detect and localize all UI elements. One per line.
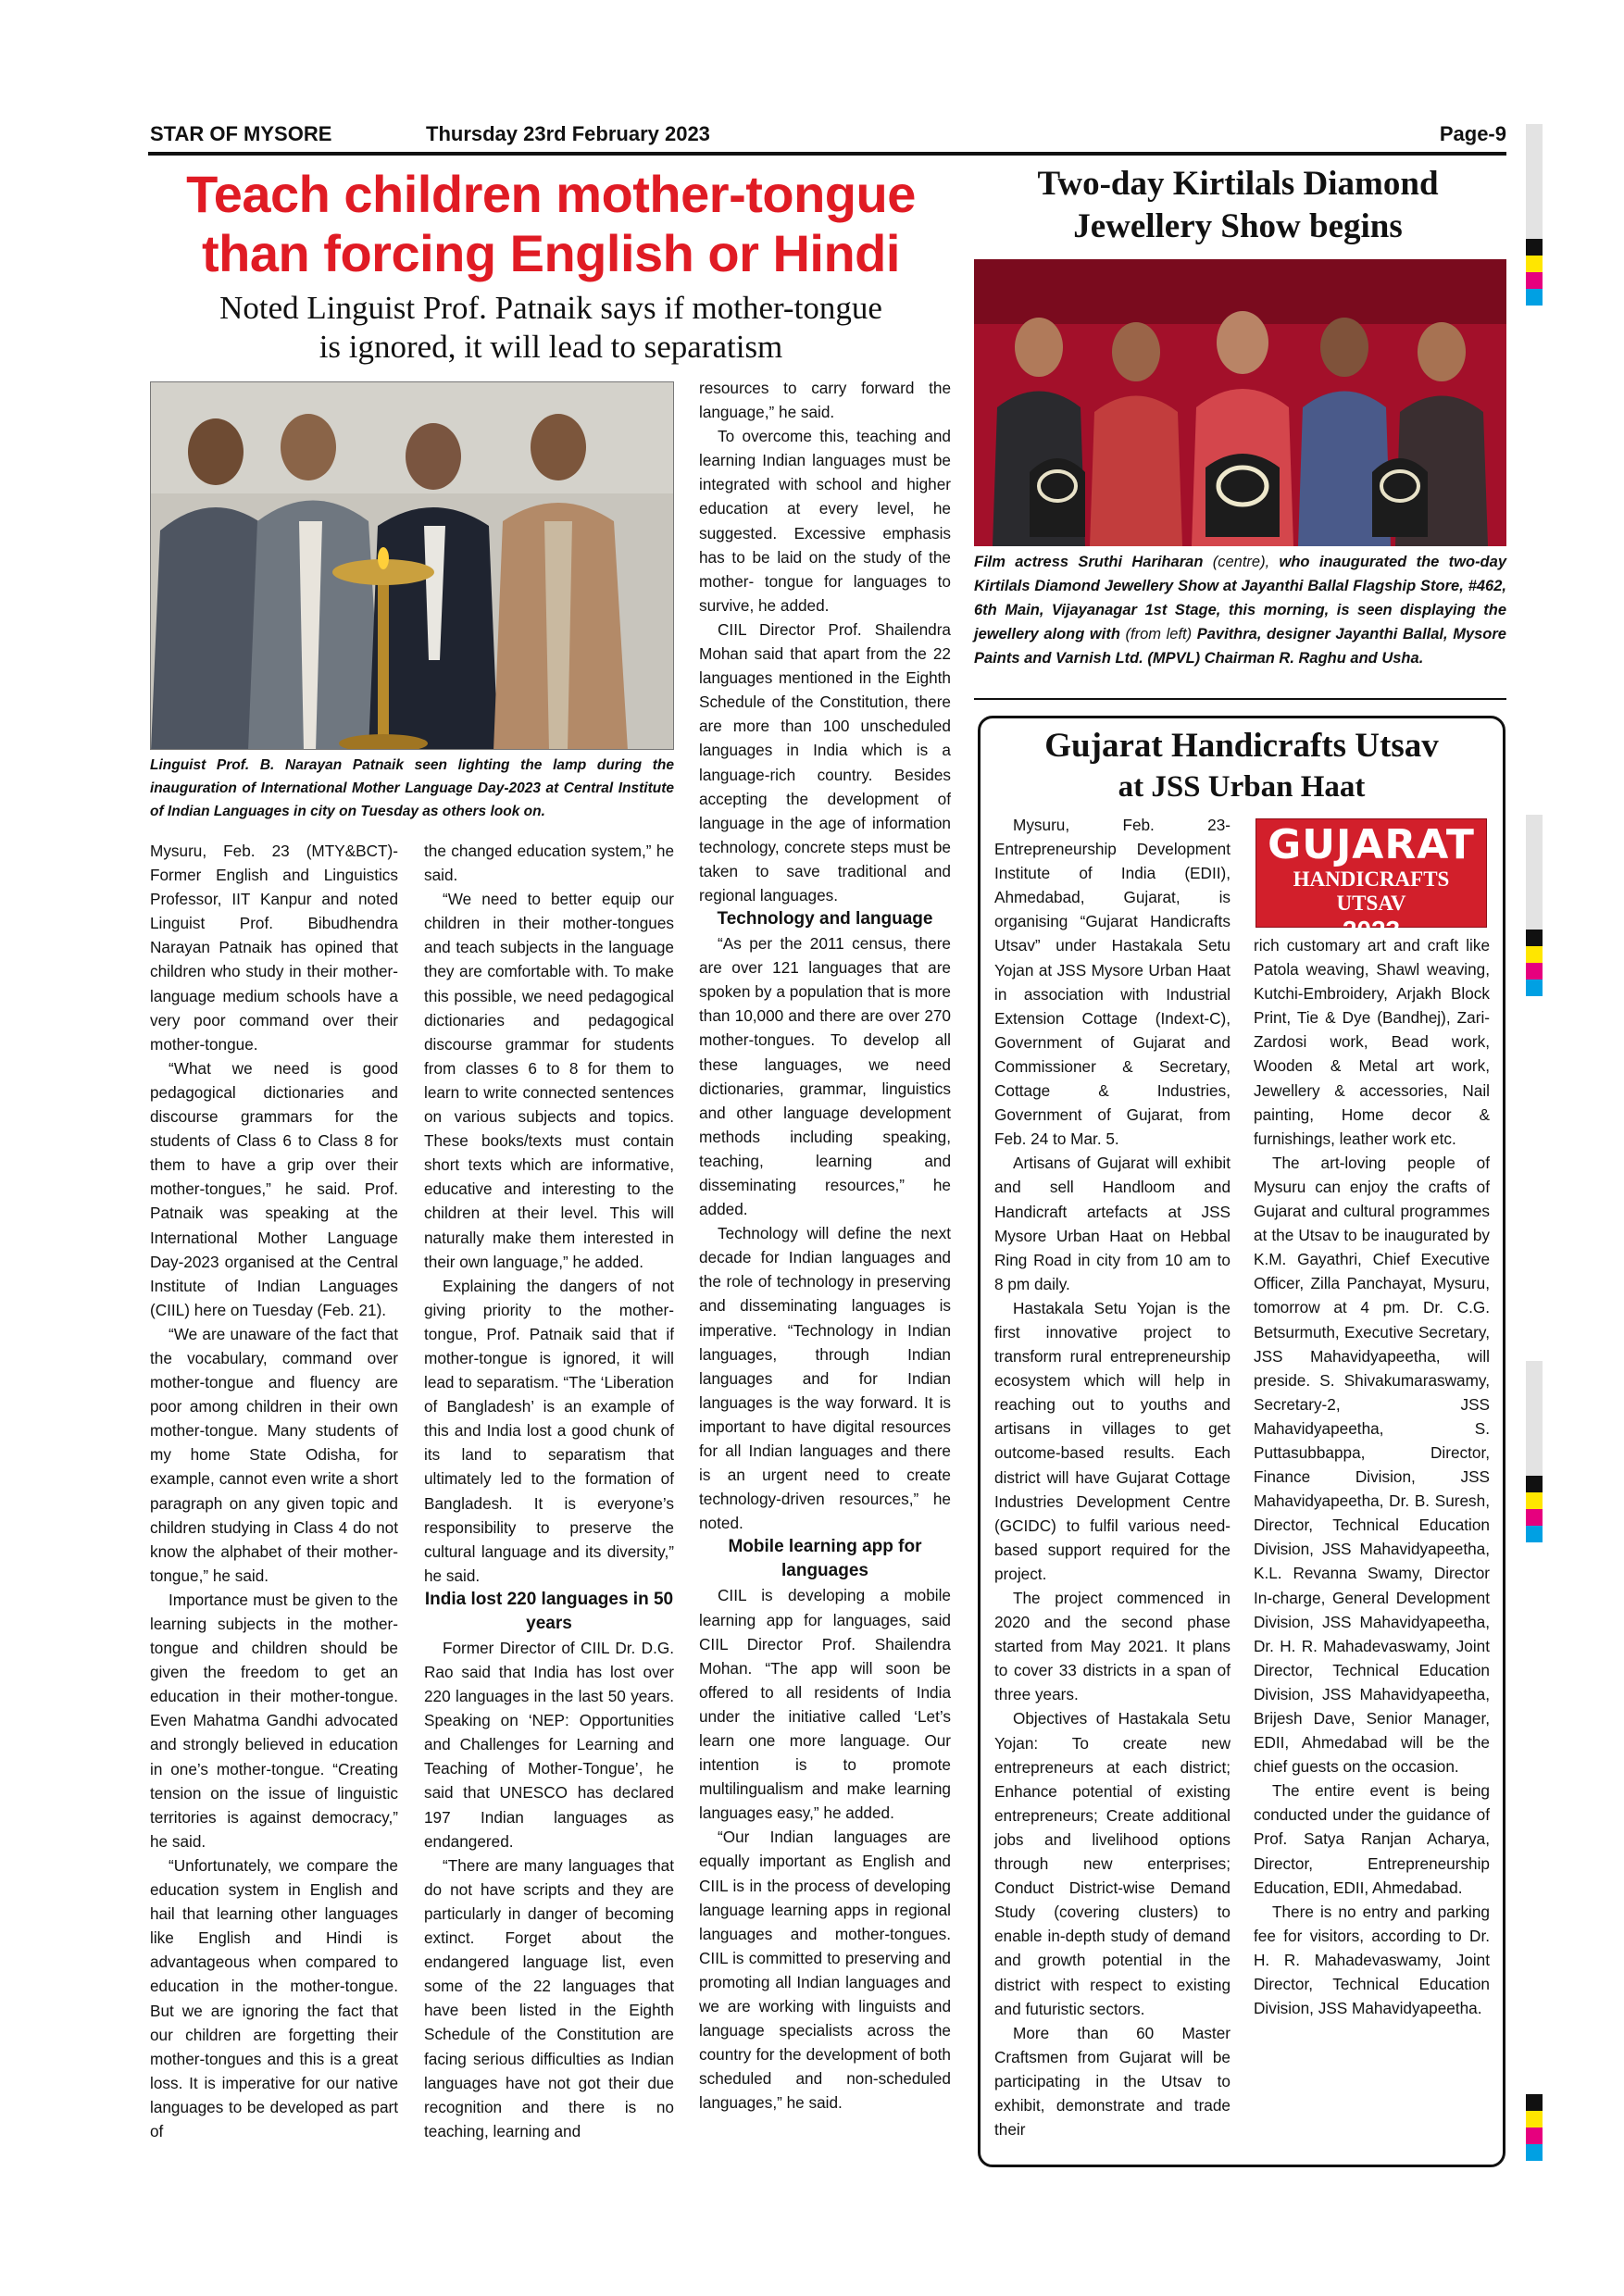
main-article-column-3 — [699, 376, 951, 2115]
issue-date: Thursday 23rd February 2023 — [426, 122, 710, 145]
deck-line-2: is ignored, it will lead to separatism — [319, 329, 783, 365]
masthead — [150, 122, 1506, 150]
lamp-lighting-photo — [150, 381, 674, 750]
subheading-india-lost-languages: India lost 220 languages in 50 years — [424, 1589, 674, 1633]
paragraph: The art-loving people of Mysuru can enjoy the crafts of Gujarat and cultural programmes at the Utsav to be inaugurated by K.M. Gayathri, Chief Executive Officer, Zilla Panchayat, Mysuru, tomorrow at 4 pm. Dr. C.G. Betsurmuth, Executive Secretary, JSS Mahavidyapeetha, will preside. S. Shivakumaraswamy, Secretary-2, JSS Mahavidyapeetha, S. Puttasubbappa, Director, Finance Division, JSS Mahavidyapeetha, Dr. B. Suresh, Director, Technical Education Division, JSS Mahavidyapeetha, K.L. Revanna Swamy, Director In-charge, General Development Division, JSS Mahavidyapeetha, Dr. H. R. Mahadevaswamy, Joint Director, Technical Education Division, JSS Mahavidyapeetha, Brijesh Dave, Senior Manager, EDII, Ahmedabad will be the chief guests on the occasion. — [1254, 1153, 1490, 1777]
gujarat-headline-line-2: at JSS Urban Haat — [1118, 770, 1366, 804]
paragraph: the changed education system,” he said. — [424, 842, 674, 885]
paragraph: “Unfortunately, we compare the education system in English and hail that learning other languages like English and Hindi is advantageous when compared to education in the mother-tongue. But we are ignoring the fact that our children are forgetting their mother-tongues and this is a great loss. It is imperative for our native languages to be developed as part of — [150, 1855, 398, 2140]
paragraph: “There are many languages that do not have scripts and they are particularly in danger of becoming extinct. Forget about the endangered language list, even some of the 22 languages that have been listed in the Eighth Schedule of the Constitution are facing serious difficulties as Indian languages have not got their due recognition and there is no teaching, learning and — [424, 1855, 674, 2140]
caption-text: who inaugurated the two-day Kirtilals Diamond Jewellery Show at Jayanthi Ballal Flagship Store, #462, 6th Main, Vijayanagar 1st Stage, this morning, is seen displaying the jewellery along with — [974, 554, 1506, 643]
logo-text: GUJARAT — [1268, 821, 1475, 868]
main-article-column-1 — [150, 839, 398, 2143]
subheading-technology-language: Technology and language — [717, 909, 933, 930]
paragraph: Mysuru, Feb. 23 (MTY&BCT)- Former English and Linguistics Professor, IIT Kanpur and noted Linguist Prof. Bibudhendra Narayan Patnaik has opined that children who study in their mother-language medium schools have a very poor command over their mother-tongue. — [150, 842, 398, 1054]
paragraph: “As per the 2011 census, there are over 121 languages that are spoken by a population that is more than 10,000 and there are over 270 mother-tongues. To develop all these languages, we need dictionaries, grammar, linguistics and other language development methods including speaking, teaching, learning and disseminating resources,” he added. — [699, 934, 951, 1219]
main-article-column-2 — [424, 839, 674, 2143]
paragraph: Artisans of Gujarat will exhibit and sell Handloom and Handicraft artefacts at JSS Mysore Urban Haat on Hebbal Ring Road in city from 10 am to 8 pm daily. — [994, 1154, 1230, 1293]
deck-line-1: Noted Linguist Prof. Patnaik says if mother-tongue — [219, 290, 882, 326]
lamp-photo-caption: Linguist Prof. B. Narayan Patnaik seen lighting the lamp during the inauguration of International Mother Language Day-2023 at Central Institute of Indian Languages in city on Tuesday as others look on. — [150, 757, 674, 819]
paragraph: CIIL is developing a mobile learning app for languages, said CIIL Director Prof. Shailendra Mohan. “The app will soon be offered to all residents of India under the initiative called ‘Let’s learn one more language. Our intention is to promote multilingualism and make learning languages easy,” he added. — [699, 1586, 951, 1823]
paragraph: To overcome this, teaching and learning Indian languages must be integrated with school and higher education at every level, he suggested. Excessive emphasis has to be laid on the study of the mother- tongue for languages to survive, he added. — [699, 427, 951, 615]
logo-text: 2023 — [1342, 916, 1401, 944]
paragraph: There is no entry and parking fee for visitors, according to Dr. H. R. Mahadevaswamy, Joint Director, Technical Education Division, JSS Mahavidyapeetha. — [1254, 1902, 1490, 2018]
paragraph: Explaining the dangers of not giving priority to the mother-tongue, Prof. Patnaik said that if mother-tongue is ignored, it will lead to separatism. “The ‘Liberation of Bangladesh’ is an example of this and India lost a good chunk of its land to separatism that ultimately led to the formation of Bangladesh. It is everyone’s responsibility to preserve the cultural language and its diversity,” he said. — [424, 1276, 674, 1585]
jewellery-show-illustration — [974, 259, 1506, 546]
caption-text: (from left) — [1125, 626, 1193, 643]
gujarat-headline — [981, 726, 1502, 807]
registration-mark — [1526, 1979, 1543, 2161]
paragraph: Mysuru, Feb. 23- Entrepreneurship Development Institute of India (EDII), Ahmedabad, Gujarat, is organising “Gujarat Handicrafts Utsav” under Hastakala Setu Yojan at JSS Mysore Urban Haat in association with Industrial Extension Cottage (Indext-C), Government of Gujarat and Commissioner & Secretary, Cottage & Industries, Government of Gujarat, from Feb. 24 to Mar. 5. — [994, 816, 1230, 1149]
paragraph: More than 60 Master Craftsmen from Gujarat will be participating in the Utsav to exhibit, demonstrate and trade their — [994, 2023, 1230, 2140]
paragraph: Importance must be given to the learning subjects in the mother-tongue and children should be given the freedom to get an education in their mother-tongue. Even Mahatma Gandhi advocated and strongly believed in education in one’s mother-tongue. “Creating tension on the issue of linguistic territories is against democracy,” he said. — [150, 1590, 398, 1851]
registration-mark — [1526, 1361, 1543, 1542]
page-number: Page-9 — [1439, 122, 1506, 145]
subheading-mobile-app: Mobile learning app for languages — [728, 1537, 922, 1581]
paragraph: Former Director of CIIL Dr. D.G. Rao said that India has lost over 220 languages in the last 50 years. Speaking on ‘NEP: Opportunities and Challenges for Learning and Teaching of Mother-Tongue’, he said that UNESCO has declared 197 Indian languages as endangered. — [424, 1638, 674, 1851]
paragraph: “Our Indian languages are equally important as English and CIIL is in the process of developing language learning apps in regional languages and mother-tongues. CIIL is committed to preserving and promoting all Indian languages and we are working with linguists and language specialists across the country for the development of both scheduled and non-scheduled languages,” he said. — [699, 1828, 951, 2113]
lamp-lighting-illustration — [151, 382, 674, 750]
gujarat-column-1 — [994, 813, 1230, 2141]
paragraph: The entire event is being conducted under the guidance of Prof. Satya Ranjan Acharya, Director, Entrepreneurship Education, EDII, Ahmedabad. — [1254, 1781, 1490, 1897]
gujarat-headline-line-1: Gujarat Handicrafts Utsav — [1044, 727, 1439, 765]
paragraph: Technology will define the next decade for Indian languages and the role of technology in preserving and disseminating languages is imperative. “Technology in Indian languages, through Indian languages and for Indian languages is the way forward. It is important to have digital resources for all Indian languages and there is an urgent need to create technology-driven resources,” he noted. — [699, 1224, 951, 1533]
jewellery-photo-caption — [974, 550, 1506, 670]
paragraph: “We need to better equip our children in their mother-tongues and teach subjects in the language they are comfortable with. To make this possible, we need pedagogical dictionaries and pedagogical discourse grammar for students from classes 6 to 8 for them to learn to write connected sentences on various subjects and topics. These books/texts must contain short texts which are informative, educative and interesting to the children at their level. This will naturally make them interested in their own language,” he added. — [424, 890, 674, 1271]
paragraph: resources to carry forward the language,” he said. — [699, 379, 951, 422]
main-headline — [148, 165, 954, 283]
registration-mark — [1526, 815, 1543, 996]
kirtilals-headline-line-1: Two-day Kirtilals Diamond — [1037, 165, 1439, 203]
caption-text: (centre), — [1212, 554, 1270, 570]
kirtilals-headline — [968, 163, 1507, 248]
gujarat-column-2 — [1254, 933, 1490, 2020]
section-divider — [974, 698, 1506, 700]
kirtilals-headline-line-2: Jewellery Show begins — [1073, 207, 1403, 245]
paragraph: The project commenced in 2020 and the second phase started from May 2021. It plans to cover 33 districts in a span of three years. — [994, 1589, 1230, 1704]
paragraph: CIIL Director Prof. Shailendra Mohan said that apart from the 22 languages mentioned in the Eighth Schedule of the Constitution, there are more than 100 unscheduled languages in India which is a language-rich country. Besides accepting the development of language in the age of information technology, concrete steps must be taken to save traditional and regional languages. — [699, 619, 951, 905]
caption-text: Film actress Sruthi Hariharan — [974, 554, 1213, 570]
main-deck — [148, 289, 954, 367]
jewellery-show-photo — [974, 259, 1506, 546]
caption-text: Pavithra, designer Jayanthi Ballal, Mysore Paints and Varnish Ltd. (MPVL) Chairman R. Raghu and Usha. — [974, 626, 1506, 667]
paragraph: “What we need is good pedagogical dictionaries and discourse grammars for the students of Class 6 to Class 8 for them to have a grip over their mother-tongues,” he said. Prof. Patnaik was speaking at the International Mother Language Day-2023 organised at the Central Institute of Indian Languages (CIIL) here on Tuesday (Feb. 21). — [150, 1058, 398, 1319]
paragraph: Hastakala Setu Yojan is the first innovative project to transform rural entrepreneurship ecosystem which will help in reaching out to youths and artisans in villages to get outcome-based results. Each district will have Gujarat Cottage Industries Development Centre (GCIDC) to fulfil various need-based support required for the project. — [994, 1298, 1230, 1583]
paragraph: rich customary art and craft like Patola weaving, Shawl weaving, Kutchi-Embroidery, Arjakh Block Print, Tie & Dye (Bandhej), Zari-Zardosi work, Bead work, Wooden & Metal art work, Jewellery & accessories, Nail painting, Home decor & furnishings, leather work etc. — [1254, 936, 1490, 1148]
paragraph: “We are unaware of the fact that the vocabulary, command over mother-tongue and fluency are poor among children in their own mother-tongue. Many students of my home State Odisha, for example, cannot even write a short paragraph on any given topic and children studying in Class 4 do not know the alphabet of their mother-tongue,” he said. — [150, 1324, 398, 1585]
registration-mark — [1526, 124, 1543, 306]
masthead-rule — [148, 152, 1506, 156]
newspaper-name: STAR OF MYSORE — [150, 122, 332, 145]
headline-line-1: Teach children mother-tongue — [186, 165, 916, 223]
logo-text: HANDICRAFTS UTSAV — [1293, 867, 1450, 915]
paragraph: Objectives of Hastakala Setu Yojan: To create new entrepreneurs at each district; Enhance potential of existing entrepreneurs; Create additional jobs and livelihood options through new enterprises; Conduct District-wise Demand Study (covering clusters) to enable in-depth study of demand and growth potential in the district with respect to existing and futuristic sectors. — [994, 1709, 1230, 2018]
gujarat-utsav-logo — [1255, 818, 1487, 944]
headline-line-2: than forcing English or Hindi — [202, 224, 900, 282]
